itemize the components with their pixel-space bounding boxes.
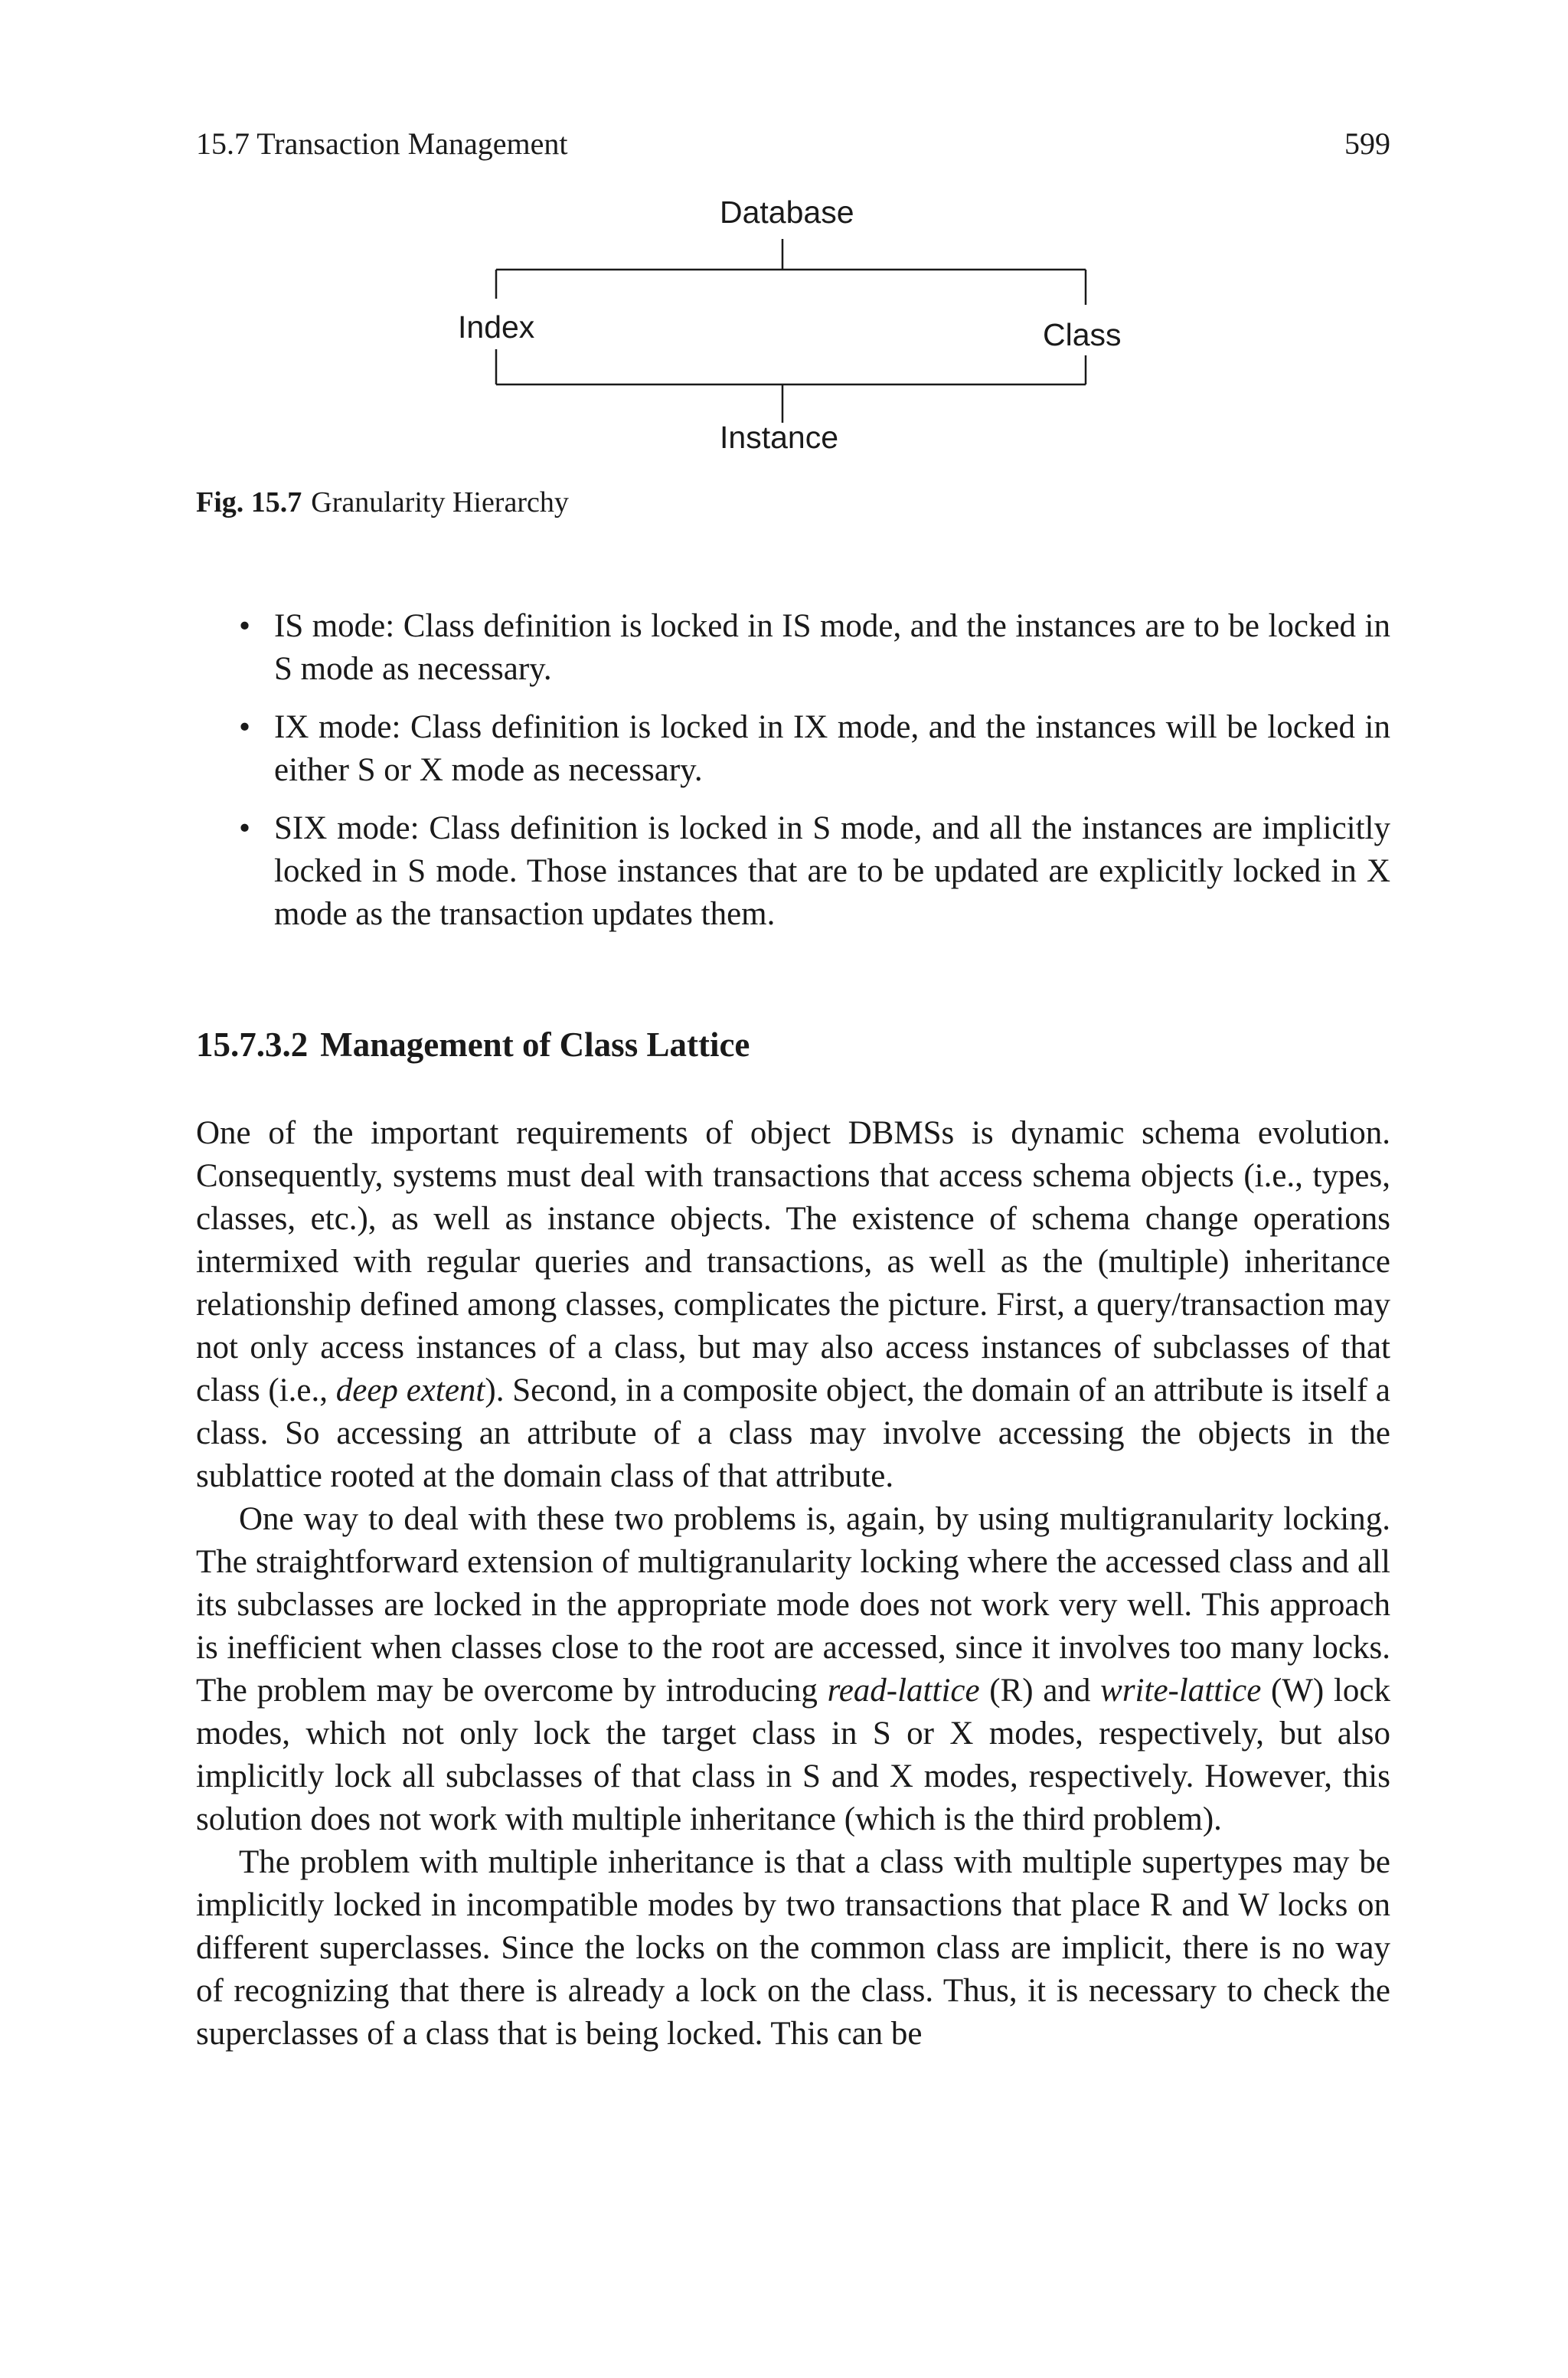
node-class: Class <box>1043 317 1122 352</box>
term-write-lattice: write-lattice <box>1100 1673 1262 1709</box>
list-item-text: IX mode: Class definition is locked in IX mode, and the instances will be locked in either S or X mode as necessary. <box>274 709 1390 788</box>
list-item-text: SIX mode: Class definition is locked in S mode, and all the instances are implicitly locked in S mode. Those instances that are to be updated are explicitly locked in X mode as the transaction updates them. <box>274 810 1390 932</box>
paragraph-1 <box>196 1112 1390 1498</box>
page-number: 599 <box>1344 126 1390 161</box>
term-read-lattice: read-lattice <box>827 1673 980 1709</box>
list-item-text: IS mode: Class definition is locked in IS mode, and the instances are to be locked in S mode as necessary. <box>274 608 1390 687</box>
paragraph-2-text-c: (W) lock modes, which not only lock the target class in S or X modes, respectively, but also implicitly lock all subclasses of that class in S and X modes, respectively. However, this solution does not work with multiple inheritance (which is the third problem). <box>196 1673 1391 1837</box>
section-title: Management of Class Lattice <box>320 1025 750 1064</box>
list-item <box>196 706 1390 792</box>
node-index: Index <box>458 309 535 345</box>
paragraph-2-text-b: (R) and <box>979 1673 1101 1709</box>
list-item <box>196 807 1390 936</box>
granularity-hierarchy-figure <box>196 188 1390 472</box>
bullet-marker: • <box>239 810 251 846</box>
figure-caption-text: Granularity Hierarchy <box>311 486 569 518</box>
list-item <box>196 605 1390 691</box>
paragraph-1-text-a: One of the important requirements of object DBMSs is dynamic schema evolution. Consequently, systems must deal with transactions that access schema objects (i.e., types, classes, etc.), as well as instance objects. The existence of schema change operations intermixed with regular queries and transactions, as well as the (multiple) inheritance relationship defined among classes, complicates the picture. First, a query/transaction may not only access instances of a class, but may also access instances of subclasses of that class (i.e., <box>196 1115 1390 1408</box>
bullet-marker: • <box>239 709 251 745</box>
section-number: 15.7.3.2 <box>196 1025 309 1064</box>
paragraph-1-text-b: ). Second, in a composite object, the domain of an attribute is itself a class. So accessing an attribute of a class may involve accessing the objects in the sublattice rooted at the domain class of that attribute. <box>196 1372 1391 1494</box>
term-deep-extent: deep extent <box>335 1372 485 1408</box>
section-heading <box>196 1025 750 1065</box>
lock-mode-list <box>196 605 1390 951</box>
running-head-section: 15.7 Transaction Management <box>196 126 568 161</box>
body-text <box>196 1112 1390 2056</box>
paragraph-2-text-a: One way to deal with these two problems is, again, by using multigranularity locking. The straightforward extension of multigranularity locking where the accessed class and all its subclasses are locked in the appropriate mode does not work very well. This approach is inefficient when classes close to the root are accessed, since it involves too many locks. The problem may be overcome by introducing <box>196 1501 1390 1709</box>
figure-caption-label: Fig. 15.7 <box>196 486 302 518</box>
paragraph-2 <box>196 1498 1390 1841</box>
node-database: Database <box>720 195 854 230</box>
running-head <box>196 126 1390 168</box>
bullet-marker: • <box>239 608 251 644</box>
node-instance: Instance <box>720 420 838 455</box>
figure-caption <box>196 486 569 519</box>
paragraph-3: The problem with multiple inheritance is that a class with multiple supertypes may be implicitly locked in incompatible modes by two transactions that place R and W locks on different superclasses. Since the locks on the common class are implicit, there is no way of recognizing that there is already a lock on the class. Thus, it is necessary to check the superclasses of a class that is being locked. This can be <box>196 1844 1390 2052</box>
